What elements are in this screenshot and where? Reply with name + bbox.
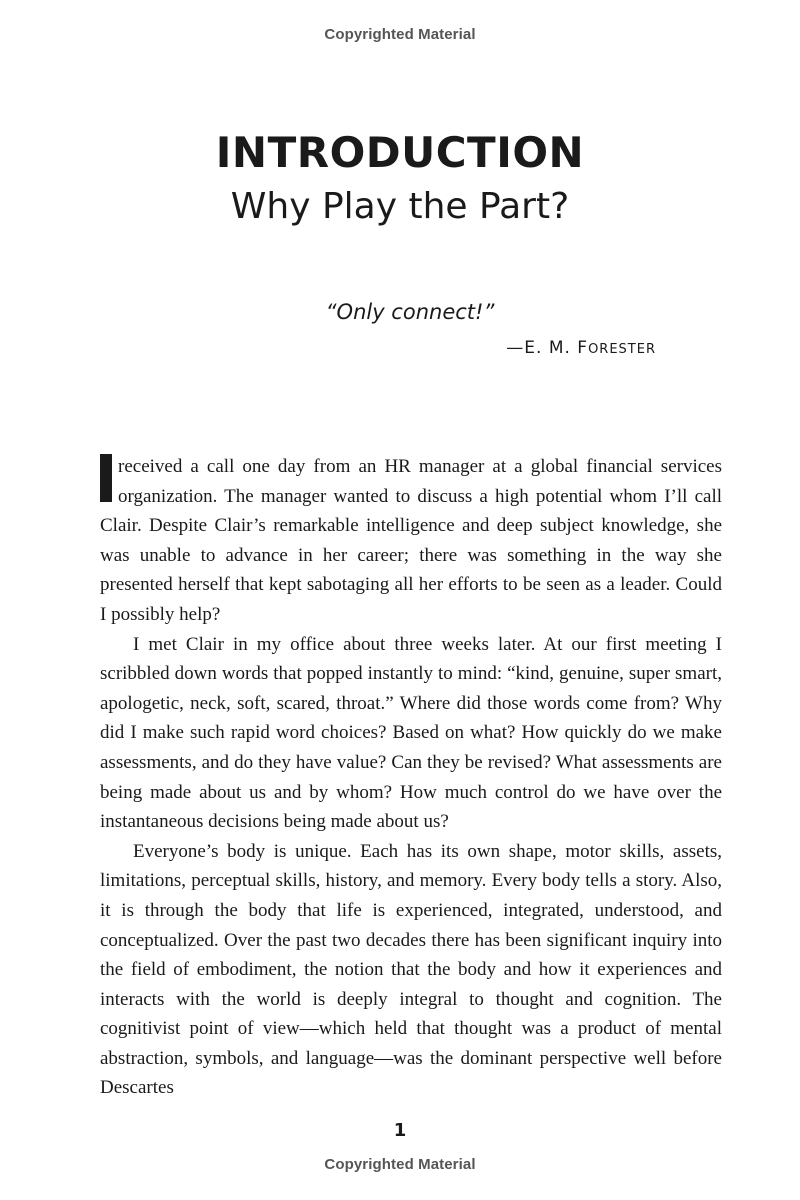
- paragraph-1-text: received a call one day from an HR manager at a global financial services organization. The manager wanted to discuss a high potential whom I’ll call Clair. Despite Clair’s remarkable intelligence and deep subject knowledge, she was unable to advance in her career; there was something in the way she presented herself that kept sabotaging all her efforts to be seen as a leader. Could I possibly help?: [100, 456, 722, 625]
- copyright-watermark-bottom: Copyrighted Material: [324, 1156, 476, 1173]
- chapter-label: INTRODUCTION: [215, 128, 585, 177]
- chapter-title: Why Play the Part?: [230, 186, 570, 227]
- epigraph-attribution: [506, 338, 656, 358]
- epigraph-quote: “Only connect!”: [325, 300, 495, 324]
- paragraph-1: [100, 452, 722, 630]
- copyright-watermark-top: Copyrighted Material: [324, 26, 476, 43]
- attribution-name-smallcaps: ORESTER: [588, 342, 656, 357]
- paragraph-2: I met Clair in my office about three weeks later. At our first meeting I scribbled down words that popped instantly to mind: “kind, genuine, super smart, apologetic, neck, soft, scared, throat.” Where did those words come from? Why did I make such rapid word choices? Based on what? How quickly do we make assessments, and do they have value? Can they be revised? What assessments are being made about us and by whom? How much control do we have over the instantaneous decisions being made about us?: [100, 633, 722, 833]
- drop-cap: [100, 454, 112, 502]
- body-text: [100, 452, 722, 1103]
- paragraph-3: Everyone’s body is unique. Each has its own shape, motor skills, assets, limitations, perceptual skills, history, and memory. Every body tells a story. Also, it is through the body that life is experienced, integrated, understood, and conceptualized. Over the past two decades there has been significant inquiry into the field of embodiment, the notion that the body and how it experiences and interacts with the world is deeply integral to thought and cognition. The cognitivist point of view—which held that thought was a product of mental abstraction, symbols, and language—was the dominant perspective well before Descartes: [100, 840, 722, 1099]
- attribution-dash-name: —E. M. F: [506, 338, 589, 358]
- page-number: 1: [393, 1120, 407, 1141]
